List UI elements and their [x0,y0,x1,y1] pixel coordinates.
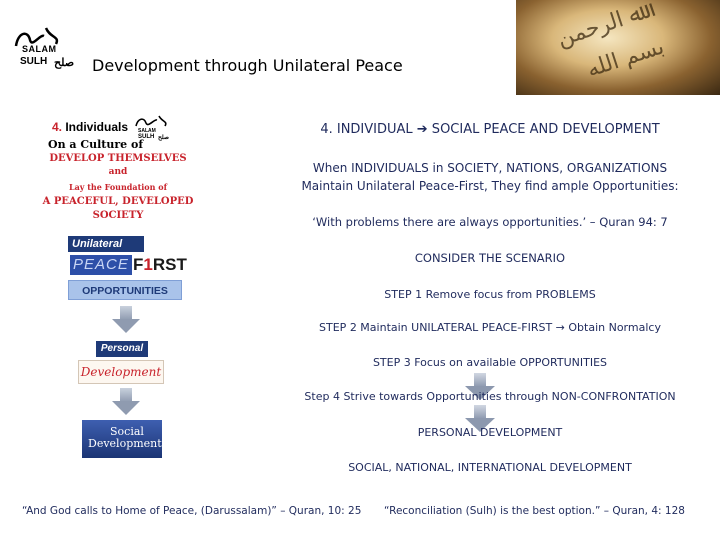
personal-badge: Personal [96,341,148,357]
first-badge: F1RST [133,255,187,274]
down-arrow-icon [112,306,140,334]
footer-quote-right: “Reconciliation (Sulh) is the best option.” – Quran, 4: 128 [384,505,685,517]
small-logo: SALAM SULH صلح [132,114,182,150]
left-title-culture: On a Culture of [48,138,144,151]
development-badge: Development [78,360,164,384]
header [0,0,720,95]
step-2: STEP 2 Maintain UNILATERAL PEACE-FIRST → Obtain Normalcy [319,321,661,334]
consider-scenario: CONSIDER THE SCENARIO [414,251,566,265]
logo-arabic-text: صلح [54,57,75,69]
section-heading: 4. INDIVIDUAL ➔ SOCIAL PEACE AND DEVELOPMENT [320,122,660,137]
photo-script-decoration: ﺑﺴﻢ ﺍﻟﻠﻪ [584,34,668,83]
opportunities-badge: OPPORTUNITIES [68,280,182,300]
left-red-line: DEVELOP THEMSELVES [49,153,187,164]
step-3: STEP 3 Focus on available OPPORTUNITIES [372,356,608,369]
footer-quote-left: “And God calls to Home of Peace, (Darussalam)” – Quran, 10: 25 [22,505,362,517]
social-development-badge: Social Development [82,420,162,458]
left-red-line: Lay the Foundation of [68,182,168,192]
photo-script-decoration: ﷲ ﺍﻟﺮﺣﻤﻦ [554,1,646,52]
step-4: Step 4 Strive towards Opportunities through NON-CONFRONTATION [304,390,676,403]
personal-development: PERSONAL DEVELOPMENT [417,426,563,439]
logo-salam-text: SALAM [22,44,57,54]
unilateral-badge: Unilateral [68,236,144,252]
intro-line-2: Maintain Unilateral Peace-First, They find ample Opportunities: [301,179,679,193]
peace-badge: PEACE [70,255,132,275]
left-red-line: A PEACEFUL, DEVELOPED [42,196,194,207]
left-graphic [0,110,260,470]
down-arrow-icon [112,388,140,416]
page-title: Development through Unilateral Peace [92,56,403,75]
left-title-individuals: 4. Individuals [52,120,129,134]
salam-sulh-logo [10,24,90,76]
quran-quote: ‘With problems there are always opportunities.’ – Quran 94: 7 [312,215,668,229]
intro-line-1: When INDIVIDUALS in SOCIETY, NATIONS, ORGANIZATIONS [312,161,668,175]
social-development: SOCIAL, NATIONAL, INTERNATIONAL DEVELOPMENT [348,461,632,474]
calligraphy-photo [516,0,720,95]
logo-sulh-text: SULH [20,56,48,67]
left-red-line: and [108,167,128,177]
step-1: STEP 1 Remove focus from PROBLEMS [384,288,596,301]
left-red-line: SOCIETY [92,210,144,221]
